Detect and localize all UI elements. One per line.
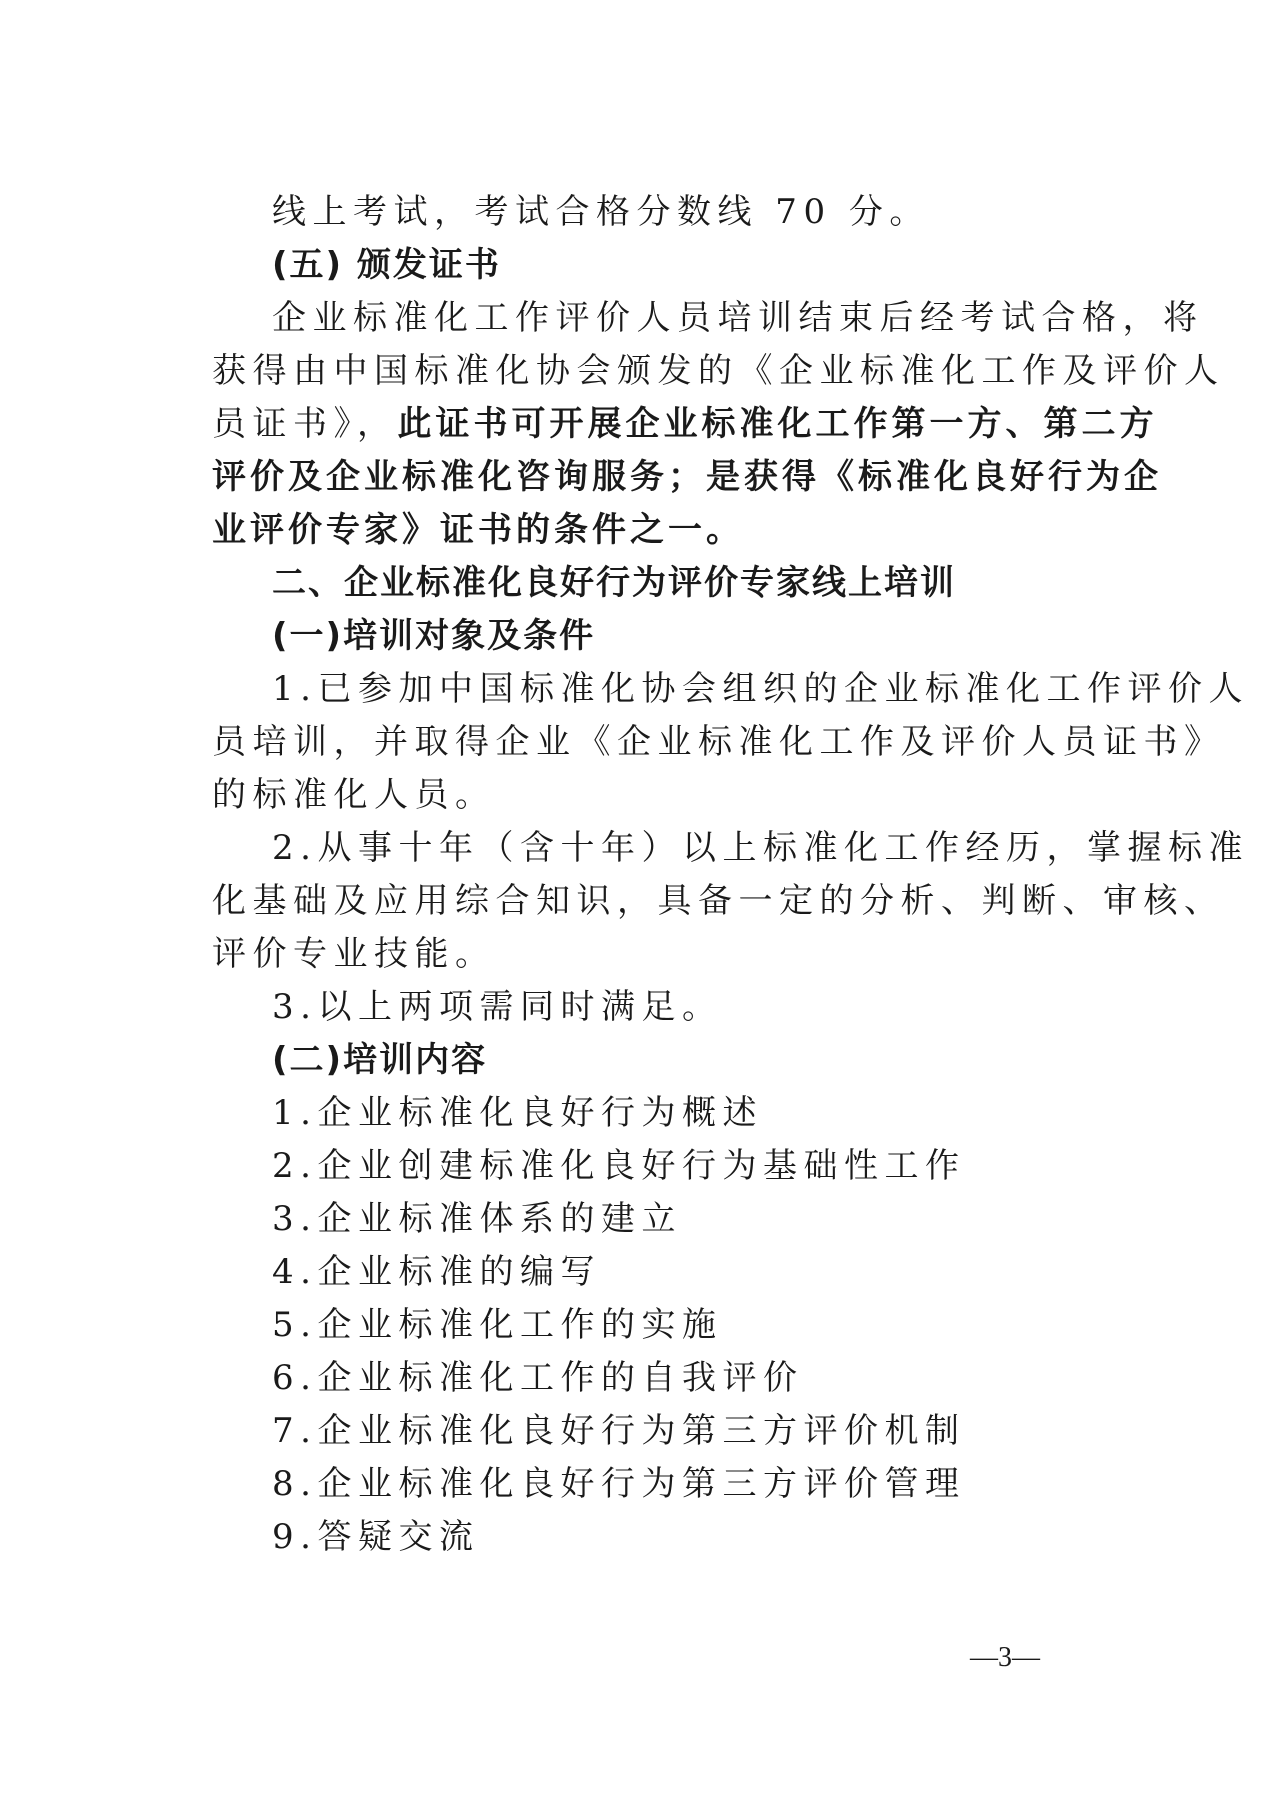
content-item-3: 3.企业标准体系的建立 [272, 1199, 682, 1239]
paragraph-certificate-line-3-part-1: 员证书》， [212, 404, 398, 444]
content-item-9: 9.答疑交流 [272, 1517, 480, 1557]
paragraph-certificate-line-3-part-2: 此证书可开展企业标准化工作第一方、第二方 [397, 404, 1158, 444]
content-item-7: 7.企业标准化良好行为第三方评价机制 [272, 1411, 966, 1451]
subsection-heading-training-content: (二)培训内容 [272, 1040, 488, 1080]
condition-2-line-2: 化基础及应用综合知识，具备一定的分析、判断、审核、 [212, 881, 1225, 921]
content-item-1: 1.企业标准化良好行为概述 [272, 1093, 763, 1133]
condition-1-line-1: 1.已参加中国标准化协会组织的企业标准化工作评价人 [272, 669, 1249, 709]
paragraph-certificate-line-3 [212, 402, 1158, 446]
content-item-5: 5.企业标准化工作的实施 [272, 1305, 723, 1345]
paragraph-exam-line: 线上考试，考试合格分数线 70 分。 [272, 192, 930, 232]
paragraph-certificate-line-4: 评价及企业标准化咨询服务；是获得《标准化良好行为企 [212, 457, 1162, 497]
content-item-4: 4.企业标准的编写 [272, 1252, 601, 1292]
page-number: —3— [970, 1642, 1040, 1673]
content-item-2: 2.企业创建标准化良好行为基础性工作 [272, 1146, 966, 1186]
condition-1-line-3: 的标准化人员。 [212, 775, 496, 815]
section-heading-expert-training: 二、企业标准化良好行为评价专家线上培训 [272, 563, 956, 603]
condition-1-line-2: 员培训，并取得企业《企业标准化工作及评价人员证书》 [212, 722, 1225, 762]
condition-2-line-1: 2.从事十年（含十年）以上标准化工作经历，掌握标准 [272, 828, 1249, 868]
condition-2-line-3: 评价专业技能。 [212, 934, 496, 974]
content-item-8: 8.企业标准化良好行为第三方评价管理 [272, 1464, 966, 1504]
paragraph-certificate-line-5: 业评价专家》证书的条件之一。 [212, 510, 744, 550]
paragraph-certificate-line-1: 企业标准化工作评价人员培训结束后经考试合格，将 [272, 298, 1204, 338]
content-item-6: 6.企业标准化工作的自我评价 [272, 1358, 804, 1398]
subsection-heading-training-targets: (一)培训对象及条件 [272, 616, 596, 656]
condition-3: 3.以上两项需同时满足。 [272, 987, 723, 1027]
paragraph-certificate-line-2: 获得由中国标准化协会颁发的《企业标准化工作及评价人 [212, 351, 1225, 391]
section-heading-certificate: (五) 颁发证书 [272, 245, 501, 285]
